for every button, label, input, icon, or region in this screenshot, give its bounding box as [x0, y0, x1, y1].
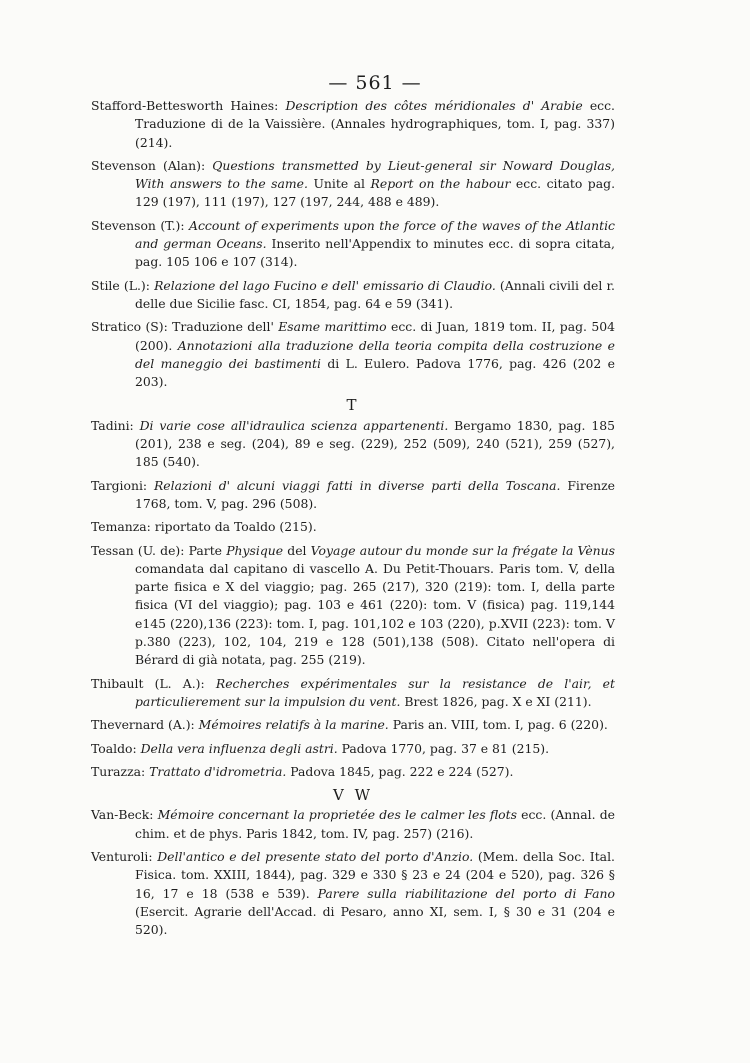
bibliography-entry [91, 542, 615, 670]
entry-title: Esame marittimo [278, 319, 387, 335]
entry-text: Targioni: [91, 477, 154, 493]
bibliography-entry [91, 97, 615, 152]
entry-text: Temanza: riportato da Toaldo (215). [91, 519, 317, 535]
bibliography-entry [91, 675, 615, 712]
entry-text: (Mem. della Soc. Ital. Fisica. tom. XXIII, 1844), pag. 329 e 330 § 23 e 24 (204 e 520), pag. 326 § 16, 17 e 18 (538 e 539). [135, 848, 615, 901]
entry-title: Relazione del lago Fucino e dell' emissario di Claudio. [154, 277, 496, 293]
entry-title: Della vera influenza degli astri. [140, 740, 338, 756]
entry-title: Mémoire concernant la proprietée des le calmer les flots [157, 807, 517, 823]
entry-text: Thibault (L. A.): [91, 675, 216, 691]
bibliography-entry [91, 477, 615, 514]
entry-title: Description des côtes méridionales d' Arabie [285, 98, 583, 113]
entry-text: del [283, 542, 311, 558]
entry-text: Firenze 1768, tom. V, pag. 296 (508). [135, 477, 615, 511]
entry-text: Inserito nell'Appendix to minutes ecc. di sopra citata, pag. 105 106 e 107 (314). [135, 236, 616, 270]
bibliography-list [91, 97, 615, 944]
entry-text: Paris an. VIII, tom. I, pag. 6 (220). [388, 717, 608, 733]
bibliography-entry [91, 716, 615, 734]
entry-text: Venturoli: [91, 848, 158, 864]
entry-title: Parere sulla riabilitazione del porto di Fano [317, 885, 615, 901]
entry-title: Recherches expérimentales sur la resistance de l'air, et particulierement sur la impulsion du vent. [135, 675, 615, 709]
section-letter: V W [332, 786, 374, 805]
entry-text: Padova 1770, pag. 37 e 81 (215). [337, 740, 550, 756]
entry-text: ecc. Traduzione di de la Vaissière. (Annales hydrographiques, tom. I, pag. 337) (214). [135, 98, 615, 150]
bibliography-entry [91, 806, 615, 843]
page-number: — 561 — [328, 72, 422, 94]
entry-text: Stafford-Bettesworth Haines: [91, 98, 286, 113]
entry-title: Questions transmetted by Lieut-general sir Noward Douglas, With answers to the same. [135, 157, 615, 192]
entry-title: Account of experiments upon the force of the waves of the Atlantic and german Oceans. [135, 217, 616, 252]
entry-text: comandata dal capitano di vascello A. Du Petit-Thouars. Paris tom. V, della parte fisica e X del viaggio; pag. 265 (217), 320 (219): tom. I, della parte fisica (VI del viaggio); pag. 103 e 461 (220): tom. V (fisica) pag. 119,144 e145 (220),136 (223): tom. I, pag. 101,102 e 103 (220), p.XVII (223): tom. V p.380 (223), 102, 104, 219 e 128 (501),138 (508). Citato nell'opera di Bérard di già notata, pag. 255 (219). [135, 560, 615, 668]
entry-text: (Annali civili del r. delle due Sicilie fasc. CI, 1854, pag. 64 e 59 (341). [135, 277, 615, 311]
entry-text: Thevernard (A.): [91, 717, 199, 733]
entry-text: ecc. citato pag. 129 (197), 111 (197), 127 (197, 244, 488 e 489). [135, 176, 616, 210]
entry-text: Unite al [307, 176, 371, 192]
bibliography-entry [91, 277, 615, 314]
entry-title: Voyage autour du monde sur la frégate la Vènus [310, 542, 615, 558]
entry-title: Dell'antico e del presente stato del porto d'Anzio. [157, 848, 474, 864]
entry-title: Physique [226, 542, 284, 558]
bibliography-entry [91, 740, 615, 758]
section-letter: T [346, 396, 360, 415]
entry-text: Van-Beck: [91, 807, 158, 823]
bibliography-entry [91, 318, 615, 391]
entry-text: Stile (L.): [91, 277, 155, 293]
entry-title: Di varie cose all'idraulica scienza appartenenti. [139, 417, 449, 433]
bibliography-entry [91, 157, 615, 212]
entry-title: Report on the habour [370, 176, 511, 192]
bibliography-entry [91, 518, 615, 536]
entry-text: Stratico (S): Traduzione dell' [91, 319, 279, 335]
entry-text: Bergamo 1830, pag. 185 (201), 238 e seg. (204), 89 e seg. (229), 252 (509), 240 (521), 259 (527), 185 (540). [135, 417, 615, 470]
entry-text: Toaldo: [91, 740, 141, 756]
entry-text: Stevenson (Alan): [91, 157, 213, 173]
bibliography-entry [91, 217, 615, 272]
entry-text: Brest 1826, pag. X e XI (211). [400, 693, 592, 709]
entry-text: ecc. di Juan, 1819 tom. II, pag. 504 (200). [135, 319, 615, 353]
bibliography-entry [91, 763, 615, 781]
entry-title: Relazioni d' alcuni viaggi fatti in diverse parti della Toscana. [153, 477, 561, 493]
entry-title: Mémoires relatifs à la marine. [198, 717, 389, 733]
entry-text: di L. Eulero. Padova 1776, pag. 426 (202 e 203). [135, 355, 615, 390]
entry-text: Turazza: [91, 763, 150, 779]
entry-text: Padova 1845, pag. 222 e 224 (527). [286, 763, 514, 779]
entry-title: Annotazioni alla traduzione della teoria compita della costruzione e del maneggio dei bastimenti [135, 337, 615, 371]
bibliography-entry [91, 848, 615, 939]
entry-title: Trattato d'idrometria. [149, 763, 287, 779]
entry-text: Tessan (U. de): Parte [91, 542, 227, 558]
bibliography-entry [91, 417, 615, 472]
entry-text: ecc. (Annal. de chim. et de phys. Paris 1842, tom. IV, pag. 257) (216). [135, 807, 615, 841]
entry-text: Stevenson (T.): [91, 217, 189, 233]
entry-text: Tadini: [91, 417, 140, 433]
entry-text: (Esercit. Agrarie dell'Accad. di Pesaro, anno XI, sem. I, § 30 e 31 (204 e 520). [135, 903, 615, 938]
